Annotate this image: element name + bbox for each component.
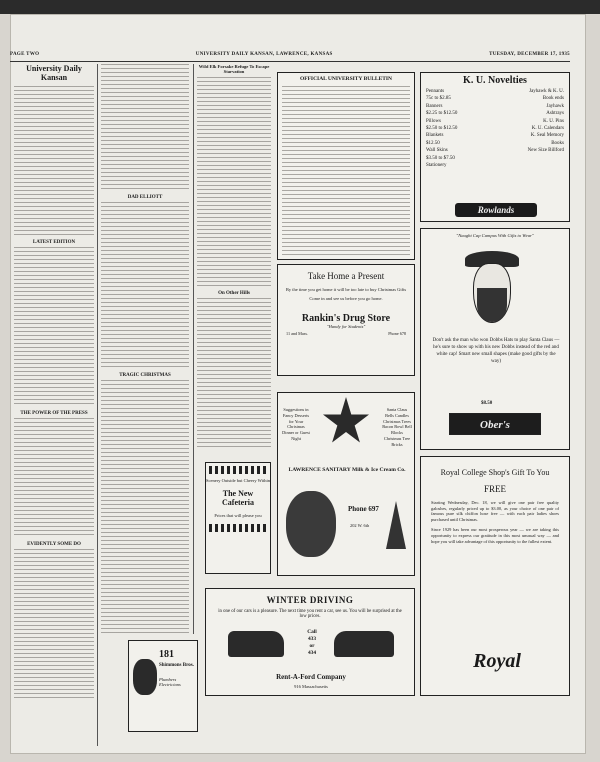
column-1: [14, 64, 94, 746]
column-2: [101, 64, 189, 634]
royal-ad: [420, 456, 570, 696]
scan-edge: [0, 0, 600, 14]
rentaford-phone-2: 434: [307, 650, 317, 656]
article-body: [101, 64, 189, 192]
article-heading: LATEST EDITION: [32, 240, 76, 245]
novelties-left-list: [426, 88, 457, 169]
novelty-item: Jayhawk & K. U.: [529, 89, 564, 94]
cafeteria-bottom-line: Prices that will please you: [214, 513, 262, 518]
article-body: [14, 247, 94, 407]
obers-ad: [420, 228, 570, 450]
novelty-item: Wall Skins: [426, 148, 448, 154]
article-heading: THE POWER OF THE PRESS: [20, 411, 88, 416]
shimmons-ad: [128, 640, 198, 732]
novelty-item: Banners: [426, 103, 443, 109]
novelty-item: $2.50 to $12.50: [426, 126, 458, 132]
novelty-item: Pennants: [426, 89, 445, 94]
royal-logo: Royal: [473, 650, 521, 672]
royal-body: Starting Wednesday, Dec. 18, we will give one pair free quality galoshes, regularly priced up to $3.00, as your choice of one pair of famous pure silk chiffon hose free — with each pair ladies shoes purchased until Christmas.: [431, 500, 559, 522]
novelty-item: 75c to $2.85: [426, 96, 451, 102]
bulletin-body: [282, 86, 410, 256]
obers-price: $8.50: [481, 401, 493, 406]
rentaford-store: Rent-A-Ford Company: [276, 673, 346, 681]
paper-name: UNIVERSITY DAILY KANSAN, LAWRENCE, KANSAS: [195, 52, 333, 57]
royal-title: Royal College Shop's Gift To You: [440, 468, 550, 477]
rentaford-call: Call: [307, 629, 317, 635]
novelties-right-list: [528, 88, 564, 169]
article-heading: DAD ELLIOTT: [127, 195, 163, 200]
cafeteria-top-line: Scenery Outside but Cheery Within: [206, 478, 270, 483]
star-ornament: [322, 397, 370, 447]
bearded-face-illustration: [473, 263, 511, 323]
novelty-item: Jayhawk: [546, 103, 564, 109]
sanitary-ad: [277, 392, 415, 576]
novelty-item: Stationery: [426, 163, 447, 169]
bulletin-title: OFFICIAL UNIVERSITY BULLETIN: [299, 76, 393, 82]
novelty-item: $3.50 to $7.50: [426, 155, 455, 161]
novelty-item: Ashtrays: [546, 111, 564, 117]
novelty-item: $2.25 to $12.50: [426, 111, 458, 117]
rentaford-ad: [205, 588, 415, 696]
rankin-line1: By the time you get home it will be too late to buy Christmas Gifts: [285, 287, 407, 292]
decorative-border: [209, 466, 267, 474]
rankin-phone: Phone 678: [388, 331, 406, 336]
royal-body-2: Since 1929 has been our most prosperous year — we are taking this opportunity to express our gratitude in this most unusual way — and hope you will take advantage of this opportunity to the fullest extent.: [431, 527, 559, 544]
rowlands-logo: Rowlands: [455, 203, 537, 217]
masthead-staff: [14, 86, 94, 236]
rentaford-phones: [302, 629, 322, 657]
novelties-ad: [420, 72, 570, 222]
novelty-item: Blankets: [426, 133, 444, 139]
rentaford-line: in one of our cars is a pleasure. The next time you rent a car, see us. You will be surprised at the low prices.: [218, 609, 402, 619]
shimmons-name: Shimmons Bros.: [159, 663, 194, 668]
rankin-ad: [277, 264, 415, 376]
rentaford-or: or: [309, 643, 315, 649]
obers-headline: "Naught Cap Campus With Gifts to Wear": [456, 233, 534, 238]
column-rule: [97, 64, 98, 746]
page-number: PAGE TWO: [10, 52, 40, 57]
plumber-illustration: [133, 659, 157, 695]
novelty-item: Book ends: [542, 96, 564, 102]
decorative-border: [209, 524, 267, 532]
rankin-store: Rankin's Drug Store: [301, 313, 391, 324]
article-heading: Wild Elk Forsake Refuge To Escape Starvation: [198, 64, 270, 74]
article-body: [101, 202, 189, 370]
car-illustration-right: [334, 631, 394, 657]
article-body: [14, 549, 94, 699]
rentaford-address: 916 Massachusetts: [294, 684, 328, 689]
obers-body: Don't ask the man who won Dobbs Hats to play Santa Claus — he's sure to show up with his new Dobbs instead of the red and white cap! Smart new small shapes (make good gifts by the way): [432, 338, 560, 364]
rentaford-phone-1: 433: [307, 636, 317, 642]
article-heading: TRAGIC CHRISTMAS: [119, 373, 171, 378]
sanitary-title: LAWRENCE SANITARY Milk & Ice Cream Co.: [288, 467, 406, 473]
car-illustration-left: [228, 631, 284, 657]
rankin-line2: Come in and see us before you go home.: [309, 296, 383, 301]
page-header: [10, 52, 570, 62]
royal-free: FREE: [483, 484, 506, 494]
rentaford-title: WINTER DRIVING: [266, 595, 354, 605]
cafeteria-name: The New Cafeteria: [222, 489, 254, 507]
article-heading: On Other Hills: [218, 291, 250, 296]
rankin-tagline: "Handy for Students": [326, 324, 366, 329]
rankin-title: Take Home a Present: [307, 271, 385, 281]
sanitary-phone: Phone 697: [348, 505, 379, 513]
novelty-item: K. U. Calendars: [531, 126, 564, 132]
shimmons-number: 181: [159, 649, 174, 660]
shimmons-trade: Plumbers Electricians: [159, 677, 181, 687]
novelty-item: K. U. Pins: [543, 118, 564, 124]
cafeteria-ad: [205, 462, 271, 574]
beard-shape: [477, 288, 507, 322]
santa-illustration: [286, 491, 336, 557]
article-body: [197, 77, 271, 287]
novelties-title: K. U. Novelties: [463, 75, 527, 86]
sanitary-right-text: Santa Claus Bells Candles Christmas Trees Bacon Bowl Bell Blocks Christmas Tree Bricks: [382, 407, 412, 447]
column-rule: [193, 64, 194, 634]
article-body: [101, 380, 189, 634]
novelty-item: Pillows: [426, 118, 442, 124]
column-3: [197, 64, 271, 464]
novelty-item: $12.50: [426, 140, 440, 146]
sanitary-left-text: Suggestions in Fancy Desserts for Your Christmas Dinner or Guest Night: [282, 407, 310, 441]
article-body: [14, 418, 94, 538]
official-bulletin: [277, 72, 415, 260]
tree-illustration: [386, 501, 406, 549]
novelty-item: Books: [551, 140, 564, 146]
article-body: [197, 298, 271, 448]
article-heading: EVIDENTLY SOME DO: [27, 542, 81, 547]
obers-logo: Ober's: [449, 413, 541, 435]
issue-date: TUESDAY, DECEMBER 17, 1935: [489, 52, 570, 57]
sanitary-address: 202 W. 6th: [350, 523, 370, 528]
masthead-title: University Daily Kansan: [26, 64, 82, 82]
novelty-item: New Size Billford: [527, 148, 564, 154]
novelty-item: K. Seal Memory: [530, 133, 564, 139]
rankin-address: 11 and Mass.: [286, 331, 309, 336]
